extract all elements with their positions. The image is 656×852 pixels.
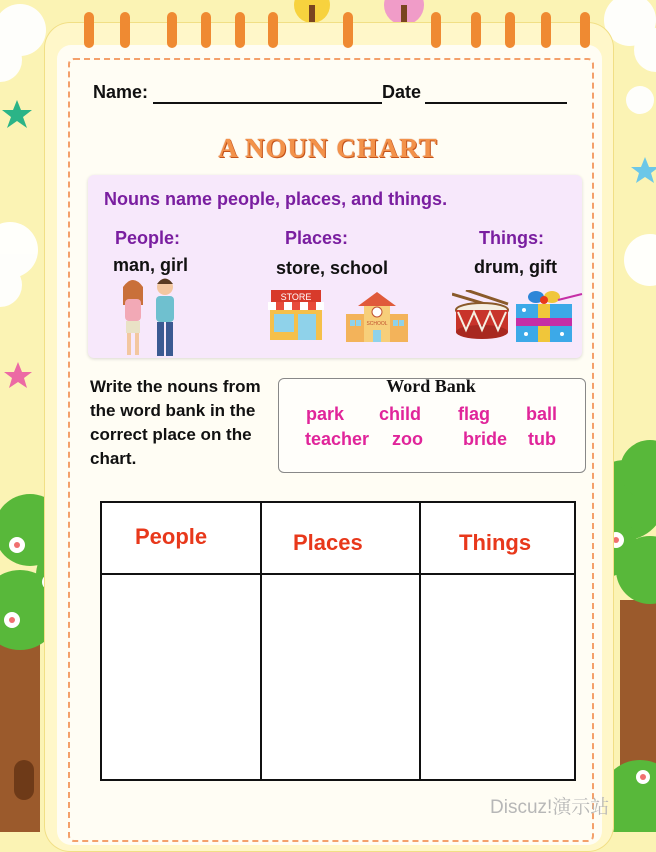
page-title: A NOUN CHART [218,133,438,163]
places-examples: store, school [276,258,389,278]
people-heading: People: [115,228,181,248]
school-icon [346,292,408,342]
column-header-places: Places [293,530,363,555]
drum-icon [452,290,512,340]
date-label: Date [382,82,422,102]
column-header-things: Things [459,530,532,555]
word-bank-word: child [379,404,422,424]
binder-ring [235,12,245,48]
watermark: Discuz!演示站 [490,797,610,818]
binder-ring [580,12,590,48]
binder-ring [84,12,94,48]
date-field[interactable] [425,102,567,104]
word-bank-word: zoo [392,429,423,449]
word-bank-word: flag [458,404,491,424]
word-bank-word: tub [528,429,556,449]
things-heading: Things: [479,228,544,248]
gift-icon [512,288,584,344]
people-illustration [113,275,193,360]
instruction-text: Write the nouns from the word bank in the correct place on the chart. [90,377,261,468]
places-heading: Places: [285,228,349,248]
name-label: Name: [93,82,149,102]
examples-intro: Nouns name people, places, and things. [104,189,448,209]
binder-ring [541,12,551,48]
name-field[interactable] [153,102,382,104]
binder-ring [167,12,177,48]
binder-ring [120,12,130,48]
things-answer-cell[interactable] [421,575,574,779]
binder-ring [268,12,278,48]
word-bank-word: ball [526,404,558,424]
word-bank-title: Word Bank [386,376,476,396]
binder-ring [431,12,441,48]
places-answer-cell[interactable] [262,575,418,779]
column-header-people: People [135,524,208,549]
green-star-icon [2,100,32,128]
word-bank-word: park [306,404,345,424]
school-sign: SCHOOL [366,321,388,327]
word-bank-word: teacher [305,429,370,449]
binder-ring [201,12,211,48]
people-answer-cell[interactable] [102,575,259,779]
binder-ring [505,12,515,48]
store-sign: STORE [280,292,312,302]
binder-ring [343,12,353,48]
store-icon [265,290,327,342]
noun-chart-table [100,501,576,781]
pink-star-icon [4,362,32,388]
things-examples: drum, gift [474,257,557,277]
word-bank-word: bride [463,429,508,449]
binder-ring [471,12,481,48]
people-examples: man, girl [113,255,189,275]
name-date-row [93,80,573,106]
